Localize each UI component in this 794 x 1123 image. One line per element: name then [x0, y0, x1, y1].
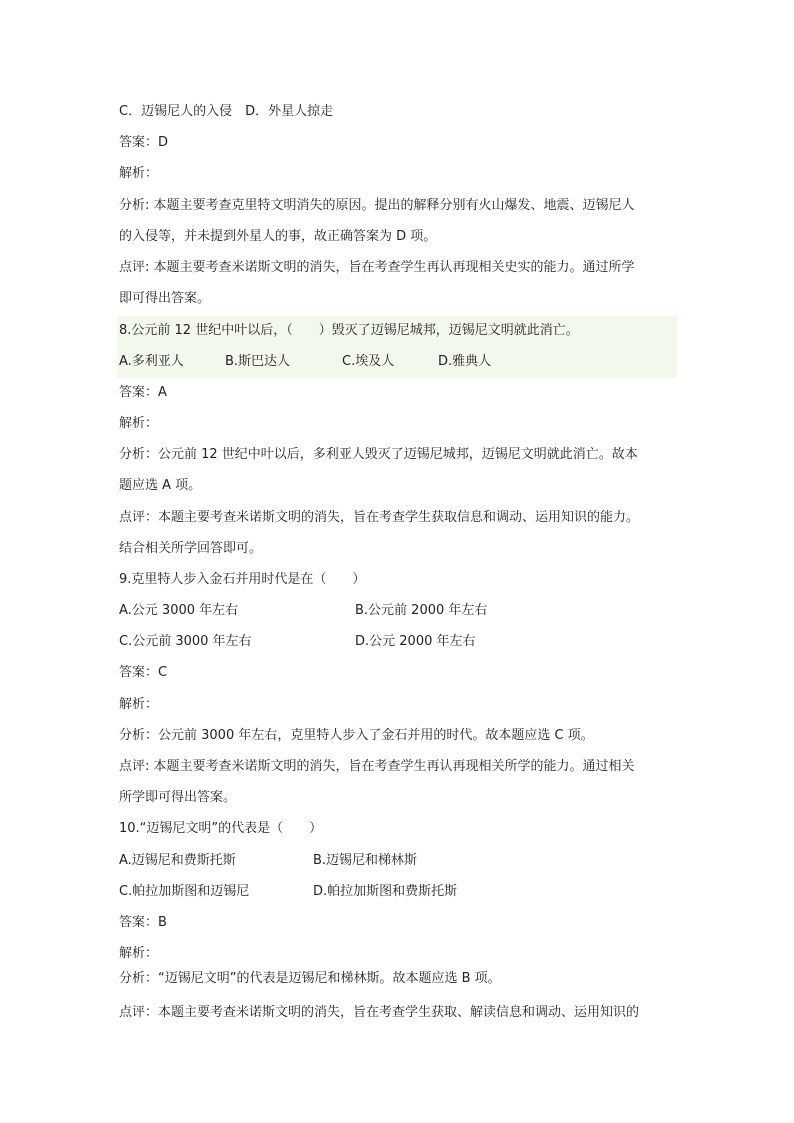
q8-analysis-line-1: 分析：公元前 12 世纪中叶以后，多利亚人毁灭了迈锡尼城邦，迈锡尼文明就此消亡。故本 — [119, 447, 638, 462]
q8-analysis-line-2: 题应选 A 项。 — [119, 478, 202, 493]
q10-option-b: B.迈锡尼和梯林斯 — [313, 853, 418, 868]
q8-option-c: C.埃及人 — [342, 354, 395, 369]
q9-comment-line-1: 点评: 本题主要考查米诺斯文明的消失，旨在考查学生再认再现相关所学的能力。通过相关 — [119, 759, 635, 774]
q7-analysis-line-2: 的入侵等，并未提到外星人的事，故正确答案为 D 项。 — [119, 229, 437, 244]
q7-answer: 答案：D — [119, 135, 169, 150]
q8-answer: 答案：A — [119, 385, 167, 400]
q8-comment-line-2: 结合相关所学回答即可。 — [119, 541, 263, 556]
q10-option-c: C.帕拉加斯图和迈锡尼 — [119, 884, 250, 899]
q10-comment-line-1: 点评：本题主要考查米诺斯文明的消失，旨在考查学生获取、解读信息和调动、运用知识的 — [119, 1005, 640, 1020]
q10-option-a: A.迈锡尼和费斯托斯 — [119, 853, 236, 868]
q8-option-a: A.多利亚人 — [119, 354, 184, 369]
q7-comment-line-2: 即可得出答案。 — [119, 291, 211, 306]
q9-option-a: A.公元 3000 年左右 — [119, 603, 239, 618]
q7-options-cd: C．迈锡尼人的入侵 D．外星人掠走 — [119, 104, 334, 119]
q9-option-b: B.公元前 2000 年左右 — [355, 603, 488, 618]
q8-option-b: B.斯巴达人 — [225, 354, 291, 369]
q8-comment-line-1: 点评：本题主要考查米诺斯文明的消失，旨在考查学生获取信息和调动、运用知识的能力。 — [119, 510, 640, 525]
q8-option-d: D.雅典人 — [438, 354, 492, 369]
q8-jiexi-label: 解析： — [119, 416, 159, 431]
q10-stem: 10.“迈锡尼文明”的代表是（ ） — [119, 821, 323, 836]
q8-stem: 8.公元前 12 世纪中叶以后，（ ）毁灭了迈锡尼城邦，迈锡尼文明就此消亡。 — [119, 323, 579, 338]
q9-jiexi-label: 解析： — [119, 697, 159, 712]
q10-answer: 答案：B — [119, 915, 167, 930]
q10-analysis: 分析：“迈锡尼文明”的代表是迈锡尼和梯林斯。故本题应选 B 项。 — [119, 971, 501, 986]
q9-comment-line-2: 所学即可得出答案。 — [119, 790, 237, 805]
q7-comment-line-1: 点评: 本题主要考查米诺斯文明的消失，旨在考查学生再认再现相关史实的能力。通过所学 — [119, 260, 635, 275]
q10-option-d: D.帕拉加斯图和费斯托斯 — [313, 884, 458, 899]
q10-jiexi-label: 解析： — [119, 946, 159, 961]
q9-analysis: 分析：公元前 3000 年左右，克里特人步入了金石并用的时代。故本题应选 C 项。 — [119, 728, 594, 743]
q9-option-c: C.公元前 3000 年左右 — [119, 634, 252, 649]
q9-stem: 9.克里特人步入金石并用时代是在（ ） — [119, 572, 366, 587]
q7-analysis-line-1: 分析: 本题主要考查克里特文明消失的原因。提出的解释分别有火山爆发、地震、迈锡尼人 — [119, 198, 635, 213]
q7-jiexi-label: 解析： — [119, 166, 159, 181]
q9-option-d: D.公元 2000 年左右 — [355, 634, 476, 649]
q9-answer: 答案：C — [119, 665, 168, 680]
